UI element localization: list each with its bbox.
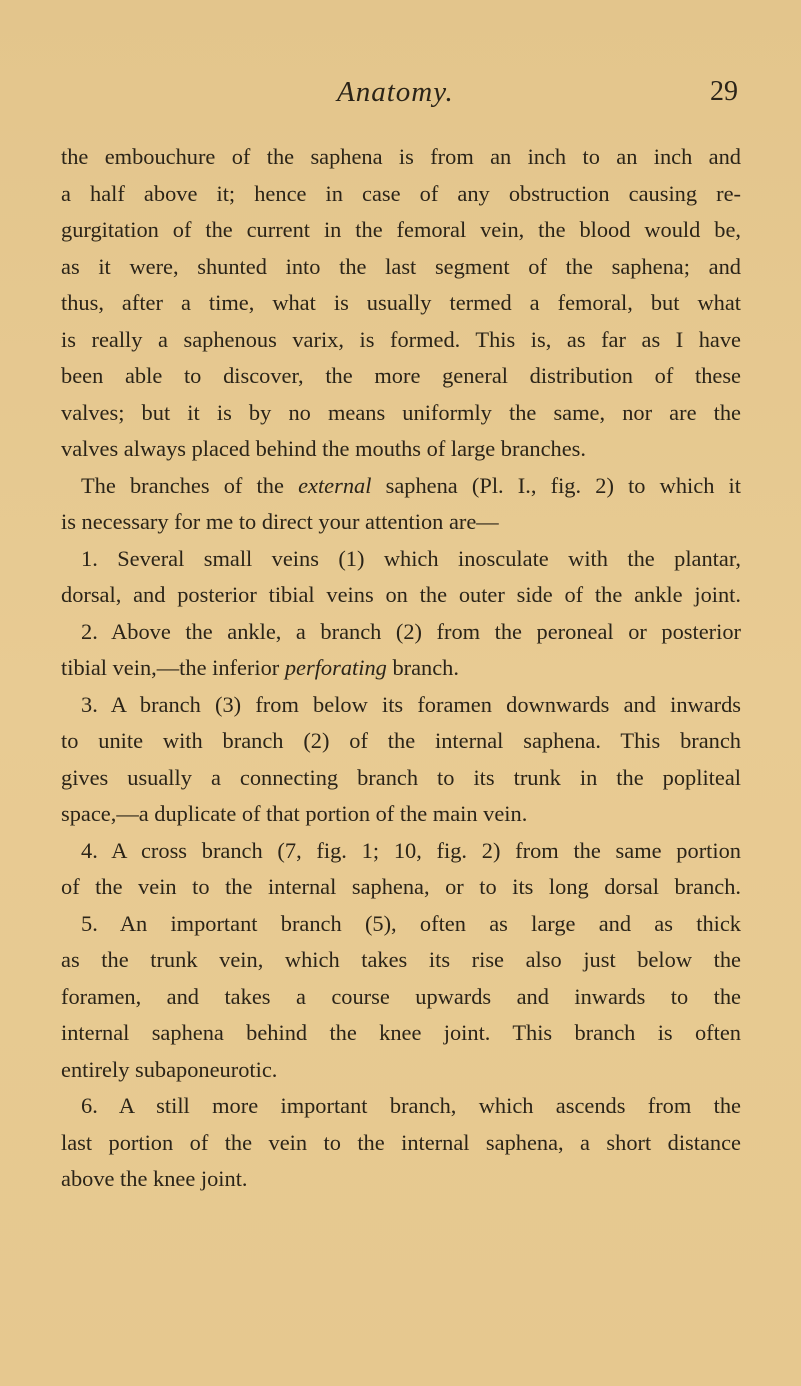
text-line: gurgitation of the current in the femoral vein, the blood would be, bbox=[61, 217, 741, 242]
text-segment: The branches of the bbox=[81, 472, 299, 498]
text-line: thus, after a time, what is usually termed a femoral, but what bbox=[61, 290, 741, 315]
page-header bbox=[0, 76, 801, 116]
text-line: 1. Several small veins (1) which inosculate with the plantar, bbox=[81, 545, 741, 571]
italic-term: external bbox=[298, 472, 372, 498]
text-line: above the knee joint. bbox=[61, 1166, 248, 1191]
text-line: last portion of the vein to the internal saphena, a short distance bbox=[61, 1129, 741, 1155]
text-line: of the vein to the internal saphena, or to its long dorsal branch. bbox=[61, 874, 741, 899]
text-line: valves; but it is by no means uniformly the same, nor are the bbox=[61, 399, 741, 425]
text-line: dorsal, and posterior tibial veins on the outer side of the ankle joint. bbox=[61, 582, 741, 607]
text-line: the embouchure of the saphena is from an inch to an inch and bbox=[61, 144, 741, 169]
text-line: as it were, shunted into the last segment of the saphena; and bbox=[61, 253, 741, 279]
running-title: Anatomy. bbox=[337, 76, 454, 108]
text-line: foramen, and takes a course upwards and inwards to the bbox=[61, 983, 741, 1009]
text-line: been able to discover, the more general distribution of these bbox=[61, 363, 741, 388]
text-line: space,—a duplicate of that portion of the main vein. bbox=[61, 801, 528, 826]
text-line: 6. A still more important branch, which ascends from the bbox=[81, 1093, 741, 1118]
text-segment: branch. bbox=[386, 655, 459, 680]
text-segment: saphena (Pl. I., fig. 2) to which it bbox=[371, 472, 741, 498]
text-line: 4. A cross branch (7, fig. 1; 10, fig. 2) from the same portion bbox=[81, 837, 741, 863]
text-line bbox=[61, 650, 741, 687]
text-line bbox=[61, 468, 741, 505]
text-line: 2. Above the ankle, a branch (2) from the peroneal or posterior bbox=[81, 618, 741, 644]
body-text bbox=[61, 139, 741, 1198]
text-line: a half above it; hence in case of any obstruction causing re- bbox=[61, 180, 741, 206]
text-line: valves always placed behind the mouths of large branches. bbox=[61, 436, 586, 461]
page-number: 29 bbox=[710, 76, 738, 107]
text-line: 3. A branch (3) from below its foramen downwards and inwards bbox=[81, 691, 741, 717]
text-line: gives usually a connecting branch to its trunk in the popliteal bbox=[61, 764, 741, 790]
text-line: entirely subaponeurotic. bbox=[61, 1056, 278, 1082]
text-line: internal saphena behind the knee joint. This branch is often bbox=[61, 1020, 741, 1045]
text-line: 5. An important branch (5), often as large and as thick bbox=[81, 910, 741, 936]
text-line: as the trunk vein, which takes its rise also just below the bbox=[61, 947, 741, 972]
text-line: is necessary for me to direct your attention are— bbox=[61, 509, 499, 534]
text-line: is really a saphenous varix, is formed. This is, as far as I have bbox=[61, 326, 741, 352]
text-line: to unite with branch (2) of the internal saphena. This branch bbox=[61, 728, 741, 753]
italic-term: perforating bbox=[284, 655, 387, 680]
text-segment: tibial vein,—the inferior bbox=[61, 655, 285, 680]
